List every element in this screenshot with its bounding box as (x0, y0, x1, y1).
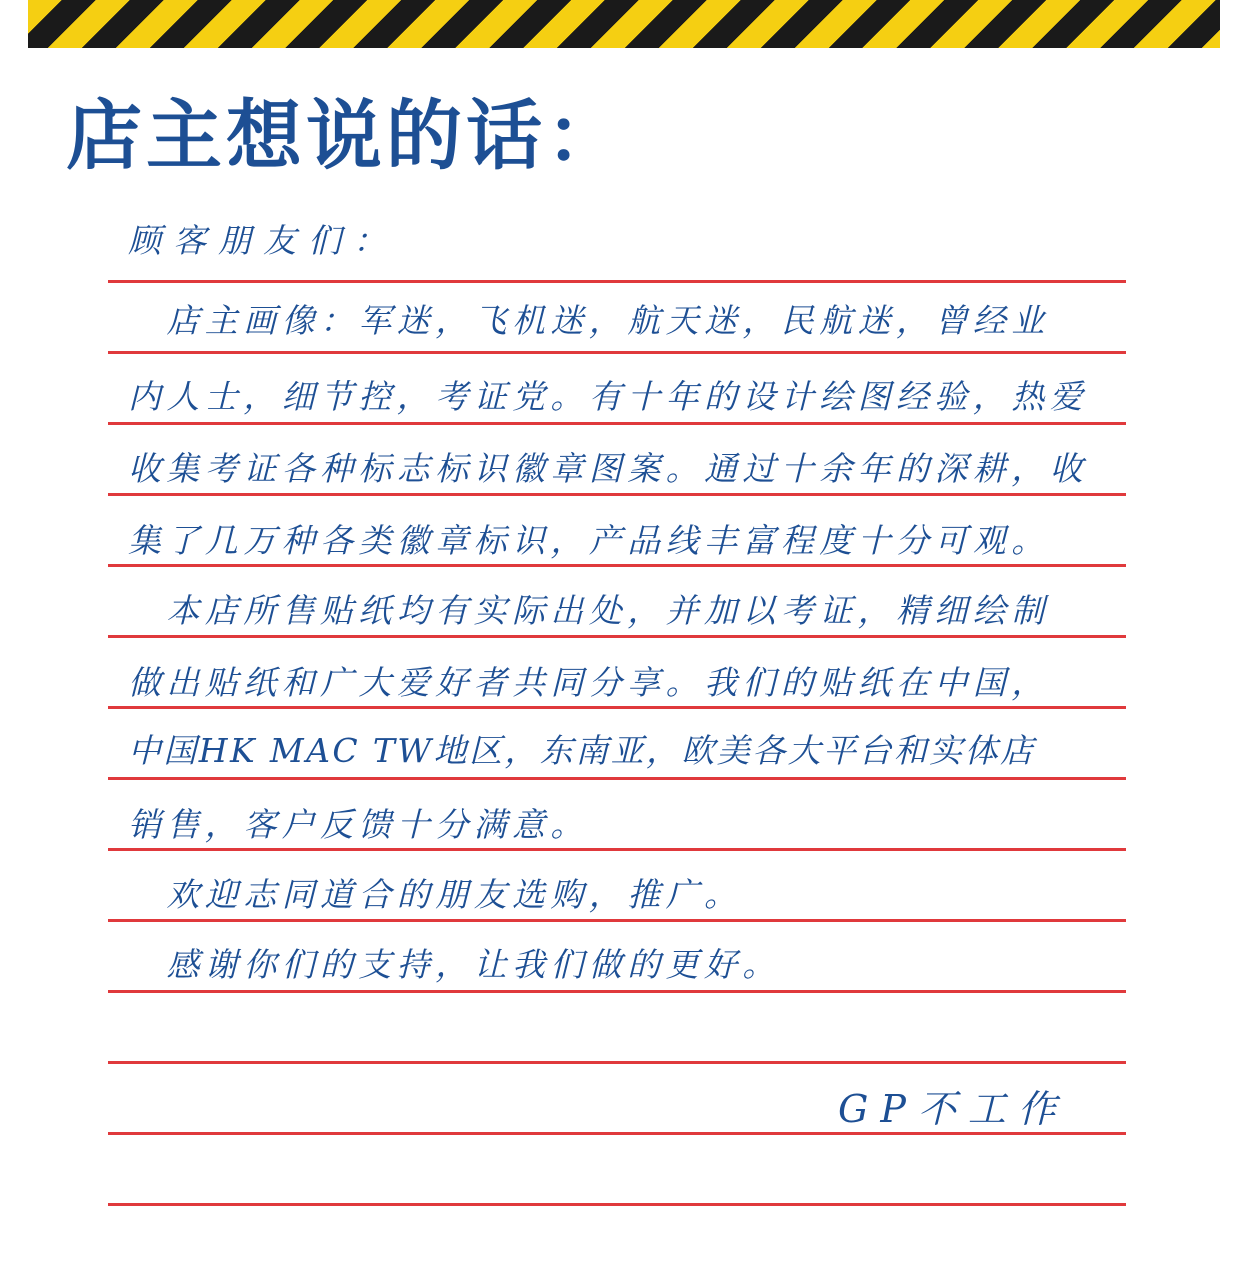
letter-line: 本店所售贴纸均有实际出处，并加以考证，精细绘制 (128, 591, 1050, 630)
ruled-line (108, 777, 1126, 780)
letter-line: 做出贴纸和广大爱好者共同分享。我们的贴纸在中国， (128, 663, 1050, 702)
letter-line: 感谢你们的支持，让我们做的更好。 (128, 945, 781, 984)
hazard-stripe-band (28, 0, 1220, 48)
ruled-line (108, 280, 1126, 283)
ruled-line (108, 351, 1126, 354)
letter-line: 销售，客户反馈十分满意。 (128, 805, 589, 844)
letter-line: 集了几万种各类徽章标识，产品线丰富程度十分可观。 (128, 521, 1050, 560)
letter-line: 店主画像：军迷，飞机迷，航天迷，民航迷，曾经业 (128, 301, 1050, 340)
letter-line: 收集考证各种标志标识徽章图案。通过十余年的深耕，收 (128, 449, 1088, 488)
letter-salutation: 顾客朋友们： (128, 221, 398, 260)
letter-line: 中国HK MAC TW地区，东南亚，欧美各大平台和实体店 (128, 731, 1036, 770)
signature: GP不工作 (838, 1087, 1068, 1131)
letter-line: 内人士，细节控，考证党。有十年的设计绘图经验，热爱 (128, 377, 1088, 416)
ruled-line (108, 990, 1126, 993)
ruled-line (108, 1061, 1126, 1064)
letter-line: 欢迎志同道合的朋友选购，推广。 (128, 875, 743, 914)
ruled-line (108, 422, 1126, 425)
page-title: 店主想说的话： (66, 91, 626, 180)
ruled-line (108, 1203, 1126, 1206)
